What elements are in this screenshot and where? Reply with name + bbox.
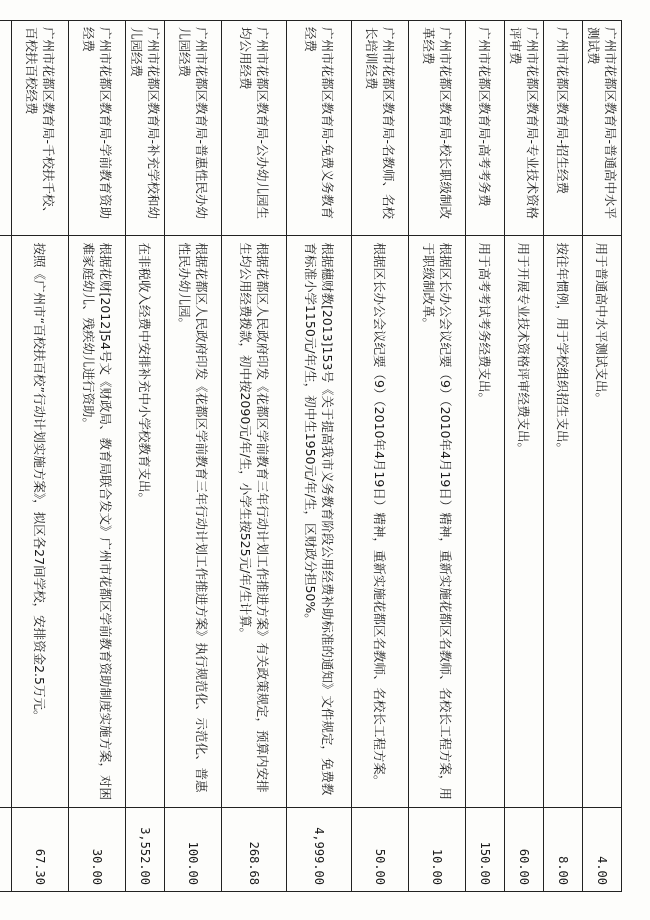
amount-cell: 67.30 — [12, 808, 69, 892]
table-top-border — [621, 20, 650, 892]
project-name-cell: 广州市花都区教育局-普通高中水平测试费 — [583, 21, 622, 236]
amount-cell: 150.00 — [466, 808, 505, 892]
project-basis-cell — [0, 236, 12, 808]
project-basis-cell: 根据区长办公会议纪要（9）（2010年4月19日）精神，重新实施花都区名教师、名校长工程方案。 — [352, 236, 409, 808]
amount-cell — [0, 808, 12, 892]
table-row — [222, 21, 287, 892]
table-row — [583, 21, 622, 892]
project-basis-cell: 在非税收入经费中安排补充中小学校教育支出。 — [126, 236, 165, 808]
project-basis-cell: 根据花都区人民政府印发《花都区学前教育三年行动计划工作推进方案》执行规范化、示范化、普惠性民办幼儿园。 — [165, 236, 222, 808]
amount-cell: 30.00 — [69, 808, 126, 892]
project-name-cell: 广州市花都区教育局-普惠性民办幼儿园经费 — [165, 21, 222, 236]
table-row — [287, 21, 352, 892]
table-row — [409, 21, 466, 892]
project-name-cell: 广州市花都区教育局-免费义务教育经费 — [287, 21, 352, 236]
table-row — [126, 21, 165, 892]
table-row — [466, 21, 505, 892]
project-basis-cell: 按照《广州市“百校扶百校”行动计划实施方案》，拟区各27间学校，安排资金2.5万元。 — [12, 236, 69, 808]
project-name-cell: 广州市花都区教育局-公办幼儿园生均公用经费 — [222, 21, 287, 236]
project-basis-cell: 根据花都区人民政府印发《花都区学前教育三年行动计划工作推进方案》有关政策规定，预算内安排生均公用经费拨款，初中按2090元/年/生，小学生按525元/年/生计算。 — [222, 236, 287, 808]
amount-cell: 60.00 — [505, 808, 544, 892]
amount-cell: 4,999.00 — [287, 808, 352, 892]
project-basis-cell: 按往年惯例，用于学校组织招生支出。 — [544, 236, 583, 808]
table-row — [544, 21, 583, 892]
table-row — [165, 21, 222, 892]
amount-cell: 50.00 — [352, 808, 409, 892]
amount-cell: 10.00 — [409, 808, 466, 892]
project-name-cell: 广州市花都区教育局-补充学校和幼儿园经费 — [126, 21, 165, 236]
amount-cell: 100.00 — [165, 808, 222, 892]
table-row — [505, 21, 544, 892]
project-name-cell: 广州市花都区教育局-高考考务费 — [466, 21, 505, 236]
project-basis-cell: 用于高考考试考务经费支出。 — [466, 236, 505, 808]
amount-cell: 4.00 — [583, 808, 622, 892]
project-basis-cell: 用于普通高中水平测试支出。 — [583, 236, 622, 808]
table-row — [352, 21, 409, 892]
project-basis-cell: 用于开展专业技术资格评审经费支出。 — [505, 236, 544, 808]
project-basis-cell: 根据穗财教[2013]153号《关于提高我市义务教育阶段公用经费补助标准的通知》文件规定，免费教育标准小学1150元/年/生，初中生1950元/年/生，区财政分担50%。 — [287, 236, 352, 808]
project-basis-cell: 根据区长办公会议纪要（9）（2010年4月19日）精神，重新实施花都区名教师、名校长工程方案，用于职级制改革。 — [409, 236, 466, 808]
table-row — [0, 21, 12, 892]
amount-cell: 8.00 — [544, 808, 583, 892]
project-name-cell — [0, 21, 12, 236]
table-row — [69, 21, 126, 892]
table-row — [12, 21, 69, 892]
project-name-cell: 广州市花都区教育局-专业技术资格评审费 — [505, 21, 544, 236]
amount-cell: 268.68 — [222, 808, 287, 892]
budget-table — [0, 20, 622, 892]
project-name-cell: 广州市花都区教育局-校长职级制改革经费 — [409, 21, 466, 236]
project-name-cell: 广州市花都区教育局-千校扶千校、百校扶百校经费 — [12, 21, 69, 236]
project-name-cell: 广州市花都区教育局-招生经费 — [544, 21, 583, 236]
amount-cell: 3,552.00 — [126, 808, 165, 892]
project-name-cell: 广州市花都区教育局-学前教育资助经费 — [69, 21, 126, 236]
project-name-cell: 广州市花都区教育局-名教师、名校长培训经费 — [352, 21, 409, 236]
project-basis-cell: 根据花财[2012]54号文《财政局、教育局联合发文》广州市花都区学前教育资助制度实施方案，对困难家庭幼儿、残疾幼儿进行资助。 — [69, 236, 126, 808]
